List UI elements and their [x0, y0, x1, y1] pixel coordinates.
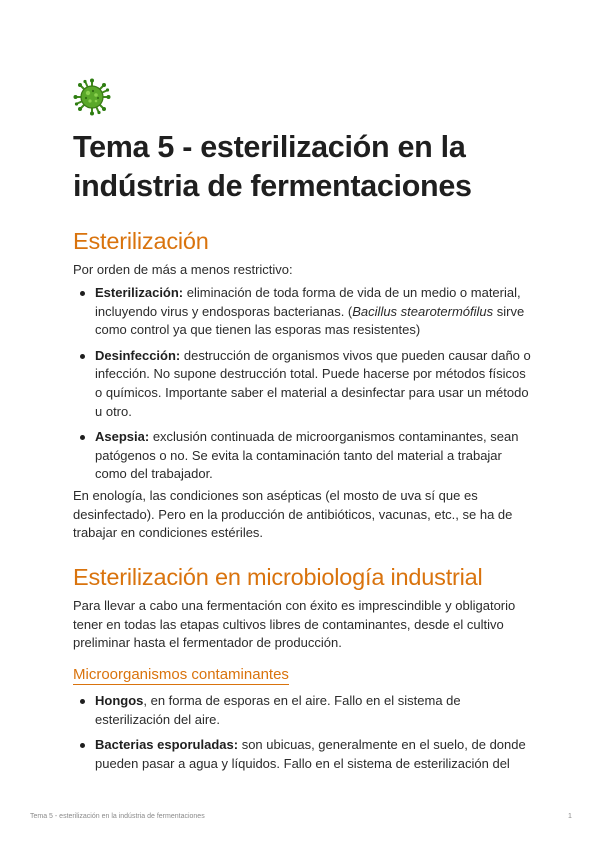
page-title: Tema 5 - esterilización en la indústria de fermentaciones — [73, 130, 472, 203]
section1-list — [73, 284, 535, 484]
section-heading-esterilizacion: Esterilización — [73, 228, 209, 254]
virus-icon — [73, 78, 111, 116]
term: Asepsia: — [95, 429, 150, 445]
page-footer: Tema 5 - esterilización en la indústria de fermentaciones — [30, 813, 205, 820]
section2-list — [73, 692, 535, 773]
section1-intro: Por orden de más a menos restrictivo: — [73, 262, 293, 277]
bullet-icon — [80, 699, 85, 704]
bullet-icon — [80, 354, 85, 359]
term: Bacterias esporuladas: — [95, 737, 239, 753]
page-number: 1 — [568, 813, 572, 820]
term: Hongos — [95, 693, 144, 708]
subheading-contaminantes — [73, 665, 289, 685]
subheading-text: Microorganismos contaminantes — [73, 666, 289, 683]
definition: exclusión continuada de microorganismos contaminantes, sean patógenos o no. Se evita la contaminación tanto del material a trabajar como del trabajador. — [95, 429, 519, 482]
list-item — [73, 428, 535, 484]
definition: , en forma de esporas en el aire. Fallo en el sistema de esterilización del aire. — [95, 693, 461, 727]
term: Desinfección: — [95, 347, 181, 363]
term: Esterilización: — [95, 285, 184, 300]
species-name: Bacillus stearotermófilus — [352, 303, 494, 319]
definition: destrucción de organismos vivos que pueden causar daño o infección. No supone destrucción total. Puede hacerse por métodos físicos o químicos. Importante saber el material a desinfectar para usar un método u otro. — [95, 347, 531, 419]
definition: son ubicuas, generalmente en el suelo, de donde pueden pasar a agua y líquidos. Fallo en el sistema de esterilización del — [95, 737, 526, 771]
bullet-icon — [80, 291, 85, 296]
list-item — [73, 736, 535, 773]
definition-cont: sirve como control ya que tienen las esporas mas resistentes) — [95, 303, 525, 338]
section2-intro: Para llevar a cabo una fermentación con éxito es imprescindible y obligatorio tener en todas las etapas cultivos libres de contaminantes, desde el cultivo preliminar hasta el fermentador de producción. — [73, 598, 516, 651]
bullet-icon — [80, 743, 85, 748]
section-heading-microbiologia: Esterilización en microbiología industrial — [73, 564, 483, 590]
bullet-icon — [80, 435, 85, 440]
list-item — [73, 692, 535, 729]
list-item — [73, 347, 535, 421]
definition: eliminación de toda forma de vida de un medio o material, incluyendo virus y endosporas bacterianas. ( — [95, 285, 521, 319]
list-item — [73, 284, 535, 340]
section1-closing: En enología, las condiciones son asépticas (el mosto de uva sí que es desinfectado). Pero en la producción de antibióticos, vacunas, etc., se ha de trabajar en condiciones estériles. — [73, 488, 513, 541]
